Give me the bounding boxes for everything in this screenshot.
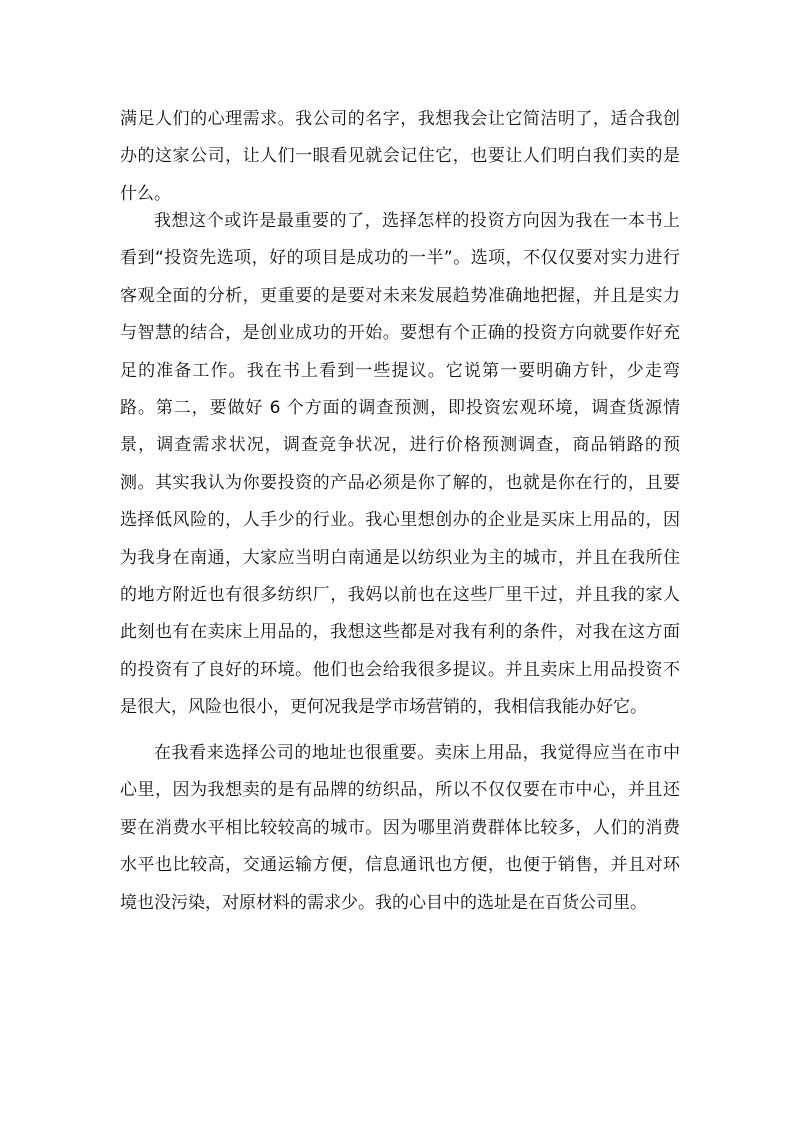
paragraph-company-location: 在我看来选择公司的地址也很重要。卖床上用品，我觉得应当在市中心里，因为我想卖的是有品牌的纺织品，所以不仅仅要在市中心，并且还要在消费水平相比较较高的城市。因为哪里消费群体比较多，人们的消费水平也比较高，交通运输方便，信息通讯也方便，也便于销售，并且对环境也没污染，对原材料的需求少。我的心目中的选址是在百货公司里。 [120, 743, 680, 913]
paragraph-company-name: 满足人们的心理需求。我公司的名字，我想我会让它简洁明了，适合我创办的这家公司，让人们一眼看见就会记住它，也要让人们明白我们卖的是什么。 [120, 109, 680, 204]
paragraph-investment-direction: 我想这个或许是最重要的了，选择怎样的投资方向因为我在一本书上看到“投资先选项，好的项目是成功的一半”。选项，不仅仅要对实力进行客观全面的分析，更重要的是要对未来发展趋势准确地把握，并且是实力与智慧的结合，是创业成功的开始。要想有个正确的投资方向就要作好充足的准备工作。我在书上看到一些提议。它说第一要明确方针，少走弯路。第二，要做好 6 个方面的调查预测，即投资宏观环境，调查货源情景，调查需求状况，调查竞争状况，进行价格预测调查，商品销路的预测。其实我认为你要投资的产品必须是你了解的，也就是你在行的，且要选择低风险的，人手少的行业。我心里想创办的企业是买床上用品的，因为我身在南通，大家应当明白南通是以纺织业为主的城市，并且在我所住的地方附近也有很多纺织厂，我妈以前也在这些厂里干过，并且我的家人此刻也有在卖床上用品的，我想这些都是对我有利的条件，对我在这方面的投资有了良好的环境。他们也会给我很多提议。并且卖床上用品投资不是很大，风险也很小，更何况我是学市场营销的，我相信我能办好它。 [120, 211, 680, 718]
